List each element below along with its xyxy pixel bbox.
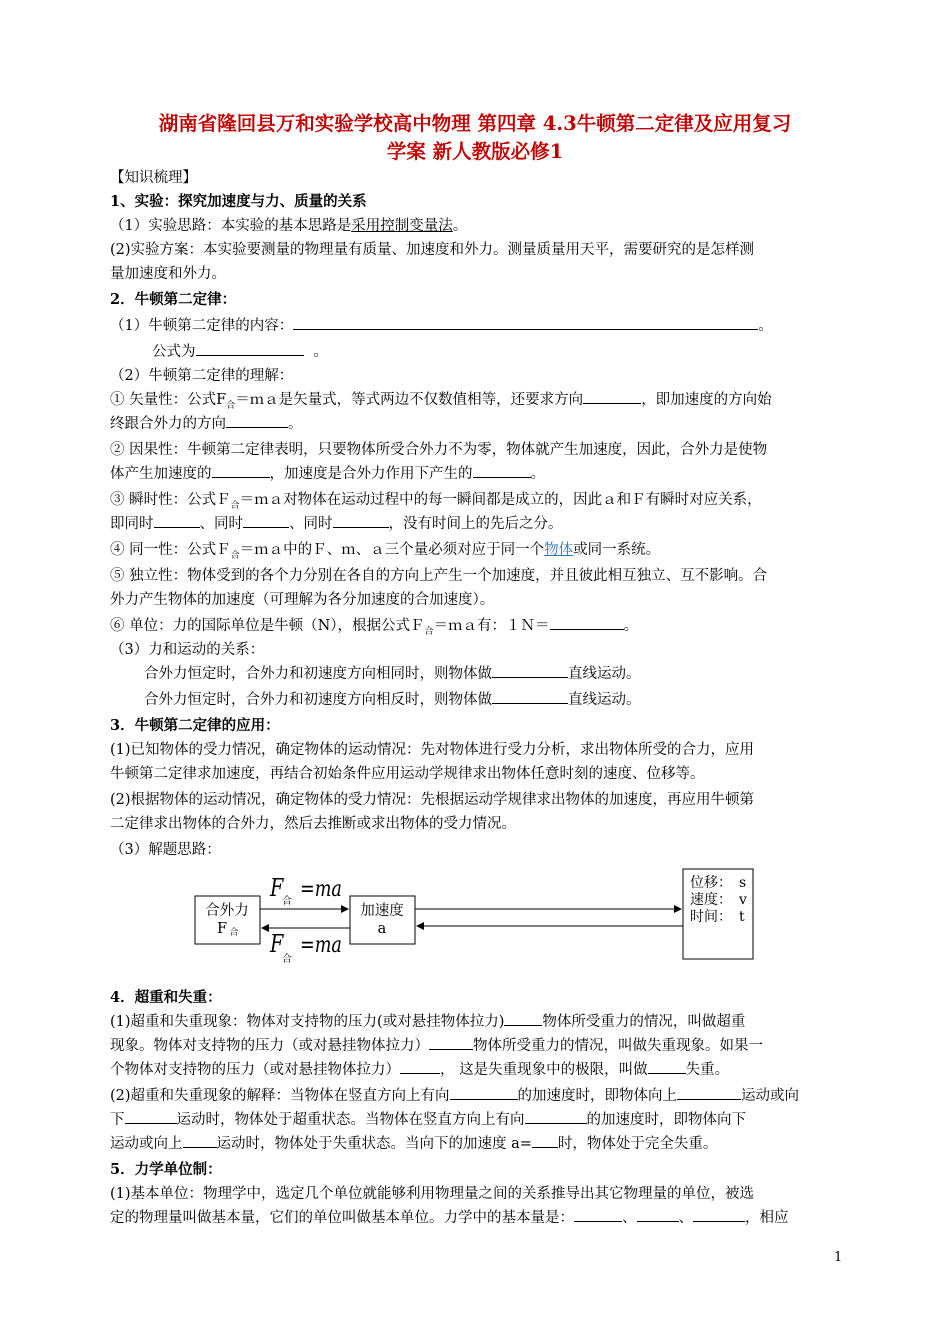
- blank-effect[interactable]: [473, 463, 531, 478]
- blank-newton[interactable]: [550, 615, 624, 630]
- page-number: 1: [834, 1250, 843, 1265]
- s5-heading: 5．力学单位制：: [110, 1161, 222, 1178]
- blank-formula[interactable]: [196, 341, 304, 356]
- blank-up[interactable]: [450, 1085, 518, 1100]
- solution-flow-diagram: [190, 866, 770, 968]
- blank-decelerate[interactable]: [492, 689, 568, 704]
- equation-bottom: [269, 931, 342, 965]
- s4-p2-l2: 下 运动时，物体处于超重状态。当物体在竖直方向上有向 的加速度时，即物体向下: [110, 1108, 845, 1132]
- displacement-label: 位移：: [690, 875, 732, 891]
- blank-decelerated[interactable]: [125, 1109, 177, 1124]
- s2-relation-2: 合外力恒定时，合外力和初速度方向相反时，则物体做 直线运动。: [144, 688, 879, 712]
- s3-p3: （3）解题思路：: [110, 842, 221, 858]
- blank-same-time-2[interactable]: [243, 513, 289, 528]
- s2-content-line: （1）牛顿第二定律的内容： 。: [110, 314, 845, 338]
- s2-identity: ④ 同一性：公式Ｆ$_合$＝ｍａ中的Ｆ、ｍ、ａ三个量必须对应于同一个物体或同一系统。: [110, 542, 661, 561]
- acceleration-box-label: 加速度: [360, 903, 404, 919]
- s4-p2-l1: (2)超重和失重现象的解释：当物体在竖直方向上有向 的加速度时，即物体向上 运动或向: [110, 1084, 845, 1108]
- s2-instant-l2: 即同时 、同时 、同时 ，没有时间上的先后之分。: [110, 512, 845, 536]
- s1-p2-l2: 量加速度和外力。: [110, 266, 226, 282]
- doc-title-line1: 湖南省隆回县万和实验学校高中物理 第四章 4.3牛顿第二定律及应用复习: [158, 112, 792, 135]
- s2-understanding-head: （2）牛顿第二定律的理解：: [110, 368, 294, 384]
- s2-instant-l1: ③ 瞬时性：公式Ｆ$_合$＝ｍａ对物体在运动过程中的每一瞬间都是成立的，因此ａ和Ｆ有瞬时对应关系，: [110, 492, 762, 511]
- section-label: 【知识梳理】: [110, 170, 197, 186]
- blank-base-1[interactable]: [574, 1207, 622, 1222]
- blank-complete[interactable]: [648, 1059, 686, 1074]
- s4-p1-l3: 个物体对支持物的压力（或对悬挂物体拉力） ， 这是失重现象中的极限，叫做 失重。: [110, 1058, 845, 1082]
- s3-heading: 3．牛顿第二定律的应用：: [110, 717, 280, 734]
- s2-vector-l2: 终跟合外力的方向 。: [110, 412, 845, 436]
- s3-p1-l2: 牛顿第二定律求加速度，再结合初始条件应用运动学规律求出物体任意时刻的速度、位移等。: [110, 766, 705, 782]
- blank-base-2[interactable]: [637, 1207, 679, 1222]
- s2-independence-l2: 外力产生物体的加速度（可理解为各分加速度的合加速度）。: [110, 592, 495, 608]
- eq-bottom-F: F: [270, 931, 284, 959]
- blank-g[interactable]: [532, 1133, 558, 1148]
- s2-causal-l2: 体产生加速度的 ，加速度是合外力作用下产生的 。: [110, 462, 845, 486]
- blank-accelerate[interactable]: [492, 663, 568, 678]
- displacement-symbol: s: [739, 875, 747, 891]
- s2-heading: 2．牛顿第二定律：: [110, 291, 237, 308]
- blank-direction[interactable]: [583, 389, 641, 404]
- time-label: 时间：: [690, 909, 732, 925]
- blank-decelerated-up[interactable]: [183, 1133, 217, 1148]
- force-box-label: 合外力: [205, 903, 249, 919]
- s1-p2-l1: (2)实验方案：本实验要测量的物理量有质量、加速度和外力。测量质量用天平，需要研究的是怎样测: [110, 242, 755, 258]
- s2-formula-line: 公式为 。: [152, 340, 887, 364]
- blank-accelerated[interactable]: [677, 1085, 741, 1100]
- eq-bottom-sub: 合: [282, 954, 292, 965]
- acceleration-box-symbol: a: [377, 921, 387, 937]
- blank-down[interactable]: [525, 1109, 587, 1124]
- velocity-symbol: v: [739, 892, 747, 908]
- s2-unit: ⑥ 单位：力的国际单位是牛顿（N），根据公式Ｆ$_合$＝ｍａ有：１Ｎ＝ 。: [110, 614, 845, 644]
- blank-base-3[interactable]: [693, 1207, 745, 1222]
- s3-p2-l2: 二定律求出物体的合外力，然后去推断或求出物体的受力情况。: [110, 816, 516, 832]
- force-box-subscript: 合: [229, 928, 239, 938]
- blank-content[interactable]: [293, 315, 758, 330]
- eq-top-F: F: [270, 875, 284, 903]
- blank-zero[interactable]: [400, 1059, 440, 1074]
- s4-p2-l3: 运动或向上 运动时，物体处于失重状态。当向下的加速度 a= 时，物体处于完全失重。: [110, 1132, 845, 1156]
- velocity-label: 速度：: [690, 892, 732, 908]
- time-symbol: t: [739, 909, 745, 925]
- force-box-symbol: F: [216, 921, 228, 937]
- eq-top-rest: =ma: [300, 876, 342, 902]
- equation-top: [269, 875, 342, 907]
- s2-relation-1: 合外力恒定时，合外力和初速度方向相同时，则物体做 直线运动。: [144, 662, 879, 686]
- blank-cause[interactable]: [212, 463, 270, 478]
- s5-p1-l1: (1)基本单位：物理学中，选定几个单位就能够利用物理量之间的关系推导出其它物理量的单位，被选: [110, 1186, 755, 1202]
- eq-top-sub: 合: [282, 896, 292, 907]
- blank-same-time-3[interactable]: [333, 513, 389, 528]
- s4-p1-l2: 现象。物体对支持物的压力（或对悬挂物体拉力） 物体所受重力的情况，叫做失重现象。如果一: [110, 1034, 845, 1058]
- s2-independence-l1: ⑤ 独立性：物体受到的各个力分别在各自的方向上产生一个加速度，并且彼此相互独立、互不影响。合: [110, 568, 768, 584]
- object-link[interactable]: 物体: [544, 542, 574, 558]
- s2-relation-head: （3）力和运动的关系：: [110, 642, 265, 658]
- doc-title-line2: 学案 新人教版必修1: [386, 140, 564, 163]
- s2-vector-l1: ① 矢量性：公式$F_合=ma$是矢量式，等式两边不仅数值相等，还要求方向 ，即加速度的方向始: [110, 388, 845, 418]
- blank-same-time-1[interactable]: [154, 513, 200, 528]
- blank-greater[interactable]: [504, 1011, 542, 1026]
- blank-same-direction[interactable]: [226, 413, 288, 428]
- s5-p1-l2: 定的物理量叫做基本量，它们的单位叫做基本单位。力学中的基本量是： 、 、 ，相应: [110, 1206, 845, 1230]
- s1-p1: （1）实验思路：本实验的基本思路是采用控制变量法。: [110, 218, 468, 234]
- s2-causal-l1: ② 因果性：牛顿第二定律表明，只要物体所受合外力不为零，物体就产生加速度，因此，合外力是使物: [110, 442, 768, 458]
- s3-p1-l1: (1)已知物体的受力情况，确定物体的运动情况：先对物体进行受力分析，求出物体所受的合力，应用: [110, 742, 755, 758]
- s3-p2-l1: (2)根据物体的运动情况，确定物体的受力情况：先根据运动学规律求出物体的加速度，再应用牛顿第: [110, 792, 755, 808]
- s4-heading: 4．超重和失重：: [110, 989, 222, 1006]
- eq-bottom-rest: =ma: [300, 932, 342, 958]
- s4-p1-l1: (1)超重和失重现象：物体对支持物的压力(或对悬挂物体拉力) 物体所受重力的情况，叫做超重: [110, 1010, 845, 1034]
- blank-less[interactable]: [429, 1035, 473, 1050]
- s1-heading: 1、实验：探究加速度与力、质量的关系: [110, 193, 367, 210]
